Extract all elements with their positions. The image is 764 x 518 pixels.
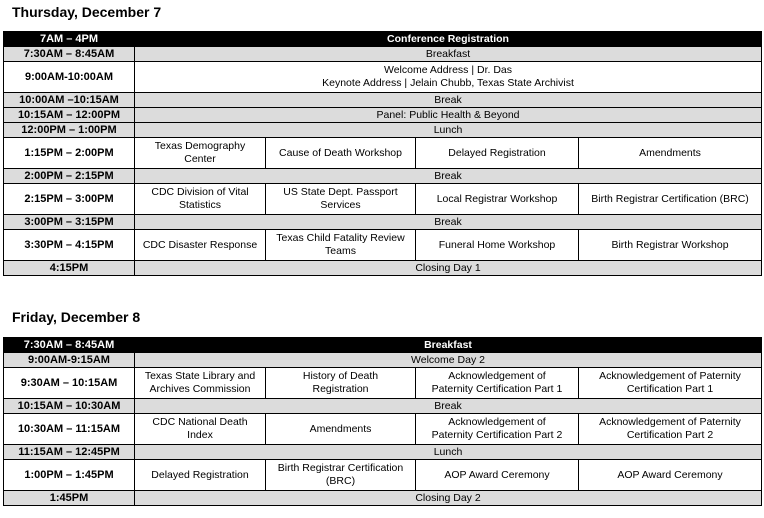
schedule-row (4, 491, 762, 506)
session-cell: Texas Child Fatality Review Teams (266, 230, 416, 261)
session-cell: AOP Award Ceremony (416, 460, 579, 491)
session-cell: CDC Division of Vital Statistics (135, 184, 266, 215)
time-cell: 4:15PM (4, 261, 135, 276)
schedule-row (4, 123, 762, 138)
friday-title: Friday, December 8 (12, 309, 141, 325)
session-cell: Delayed Registration (135, 460, 266, 491)
event-cell: Lunch (135, 123, 762, 138)
schedule-row (4, 445, 762, 460)
time-cell: 10:15AM – 12:00PM (4, 108, 135, 123)
time-cell: 1:45PM (4, 491, 135, 506)
header-event-cell: Breakfast (135, 338, 762, 353)
session-cell: Birth Registrar Workshop (579, 230, 762, 261)
event-cell: Welcome Address | Dr. Das Keynote Address | Jelain Chubb, Texas State Archivist (135, 62, 762, 93)
session-cell: Texas State Library and Archives Commission (135, 368, 266, 399)
schedule-row (4, 460, 762, 491)
session-cell: CDC Disaster Response (135, 230, 266, 261)
session-cell: Amendments (266, 414, 416, 445)
session-cell: Delayed Registration (416, 138, 579, 169)
time-cell: 12:00PM – 1:00PM (4, 123, 135, 138)
session-cell: US State Dept. Passport Services (266, 184, 416, 215)
session-cell: Birth Registrar Certification (BRC) (579, 184, 762, 215)
schedule-row (4, 47, 762, 62)
schedule-row (4, 338, 762, 353)
schedule-row (4, 353, 762, 368)
schedule-row (4, 368, 762, 399)
time-cell: 10:00AM –10:15AM (4, 93, 135, 108)
thursday-title: Thursday, December 7 (12, 4, 162, 20)
event-cell: Break (135, 169, 762, 184)
session-cell: Amendments (579, 138, 762, 169)
time-cell: 7:30AM – 8:45AM (4, 47, 135, 62)
friday-schedule-table (3, 337, 762, 506)
time-cell: 2:00PM – 2:15PM (4, 169, 135, 184)
schedule-row (4, 215, 762, 230)
schedule-row (4, 169, 762, 184)
schedule-row (4, 414, 762, 445)
session-cell: Acknowledgement of Paternity Certification Part 1 (416, 368, 579, 399)
event-cell: Lunch (135, 445, 762, 460)
time-cell: 9:00AM-10:00AM (4, 62, 135, 93)
event-cell: Break (135, 399, 762, 414)
session-cell: Acknowledgement of Paternity Certification Part 1 (579, 368, 762, 399)
schedule-row (4, 32, 762, 47)
event-cell: Break (135, 93, 762, 108)
session-cell: Acknowledgement of Paternity Certification Part 2 (416, 414, 579, 445)
session-cell: AOP Award Ceremony (579, 460, 762, 491)
time-cell: 10:30AM – 11:15AM (4, 414, 135, 445)
time-cell: 11:15AM – 12:45PM (4, 445, 135, 460)
time-cell: 1:15PM – 2:00PM (4, 138, 135, 169)
event-cell: Breakfast (135, 47, 762, 62)
schedule-row (4, 93, 762, 108)
schedule-row (4, 184, 762, 215)
event-cell: Break (135, 215, 762, 230)
time-cell: 9:30AM – 10:15AM (4, 368, 135, 399)
event-cell: Welcome Day 2 (135, 353, 762, 368)
event-cell: Closing Day 1 (135, 261, 762, 276)
session-cell: Texas Demography Center (135, 138, 266, 169)
event-cell: Panel: Public Health & Beyond (135, 108, 762, 123)
schedule-row (4, 62, 762, 93)
session-cell: Acknowledgement of Paternity Certification Part 2 (579, 414, 762, 445)
time-cell: 1:00PM – 1:45PM (4, 460, 135, 491)
time-cell: 2:15PM – 3:00PM (4, 184, 135, 215)
session-cell: CDC National Death Index (135, 414, 266, 445)
session-cell: Funeral Home Workshop (416, 230, 579, 261)
schedule-row (4, 399, 762, 414)
time-cell: 10:15AM – 10:30AM (4, 399, 135, 414)
session-cell: Birth Registrar Certification (BRC) (266, 460, 416, 491)
session-cell: Cause of Death Workshop (266, 138, 416, 169)
schedule-row (4, 261, 762, 276)
time-cell: 7AM – 4PM (4, 32, 135, 47)
time-cell: 3:00PM – 3:15PM (4, 215, 135, 230)
header-event-cell: Conference Registration (135, 32, 762, 47)
thursday-schedule-table (3, 31, 762, 276)
time-cell: 7:30AM – 8:45AM (4, 338, 135, 353)
time-cell: 3:30PM – 4:15PM (4, 230, 135, 261)
schedule-row (4, 138, 762, 169)
session-cell: History of Death Registration (266, 368, 416, 399)
session-cell: Local Registrar Workshop (416, 184, 579, 215)
schedule-row (4, 230, 762, 261)
schedule-row (4, 108, 762, 123)
event-cell: Closing Day 2 (135, 491, 762, 506)
time-cell: 9:00AM-9:15AM (4, 353, 135, 368)
